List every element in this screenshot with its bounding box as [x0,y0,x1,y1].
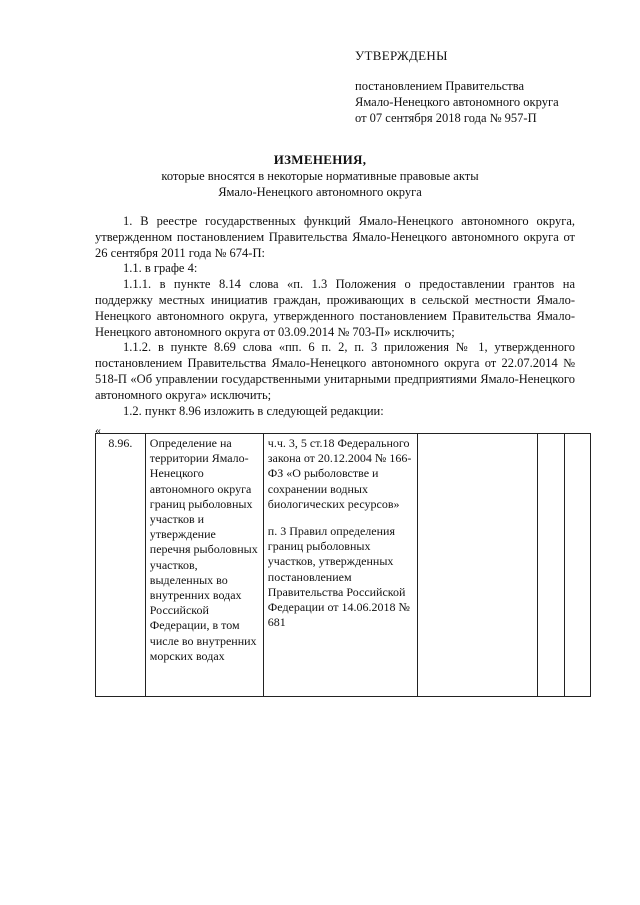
approval-heading: УТВЕРЖДЕНЫ [355,48,448,63]
approval-line-2: Ямало-Ненецкого автономного округа [355,95,559,109]
document-title [0,152,640,200]
cell-empty-2 [537,434,565,697]
legal-basis-1: ч.ч. 3, 5 ст.18 Федерального закона от 20.12.2004 № 166-ФЗ «О рыболовстве и сохранении водных биологических ресурсов» [267,436,412,511]
approval-block [355,48,559,126]
table-row [96,434,591,697]
cell-number: 8.96. [96,434,146,697]
approval-line-1: постановлением Правительства [355,79,525,93]
paragraph-1-1: 1.1. в графе 4: [123,261,198,276]
title-main: ИЗМЕНЕНИЯ, [273,152,367,167]
paragraph-1-1-2: 1.1.2. в пункте 8.69 слова «пп. 6 п. 2, п. 3 приложения № 1, утвержденного постановлением Правительства Ямало-Ненецкого автономного округа от 22.07.2014 № 518-П «Об управлении государственными унитарными предприятиями Ямало-Ненецкого автономного округа» исключить; [95,340,575,402]
cell-empty-3 [565,434,591,697]
title-sub-1: которые вносятся в некоторые нормативные правовые акты [161,169,479,183]
approval-line-3: от 07 сентября 2018 года № 957-П [355,111,537,125]
legal-basis-2: п. 3 Правил определения границ рыболовных участков, утвержденных постановлением Правительства Российской Федерации от 14.06.2018 № 681 [267,524,411,630]
paragraph-1-1-1: 1.1.1. в пункте 8.14 слова «п. 1.3 Положения о предоставлении грантов на поддержку местных инициатив граждан, проживающих в сельской местности Ямало-Ненецкого автономного округа, утвержденного постановлением Правительства Ямало-Ненецкого автономного округа от 03.09.2014 № 703-П» исключить; [95,277,575,339]
document-body [95,214,575,419]
cell-legal-basis [263,434,418,697]
paragraph-1: 1. В реестре государственных функций Ямало-Ненецкого автономного округа, утвержденном постановлением Правительства Ямало-Ненецкого автономного округа от 26 сентября 2011 года № 674-П: [95,214,575,260]
paragraph-1-2: 1.2. пункт 8.96 изложить в следующей редакции: [123,403,384,418]
registry-table [95,433,591,697]
opening-quote: « [95,423,101,437]
title-sub-2: Ямало-Ненецкого автономного округа [218,185,422,199]
cell-empty-1 [418,434,537,697]
cell-function-name: Определение на территории Ямало-Ненецкого автономного округа границ рыболовных участков и утверждение перечня рыболовных участков, выделенных во внутренних водах Российской Федерации, в том числе во внутренних морских водах [145,434,263,697]
